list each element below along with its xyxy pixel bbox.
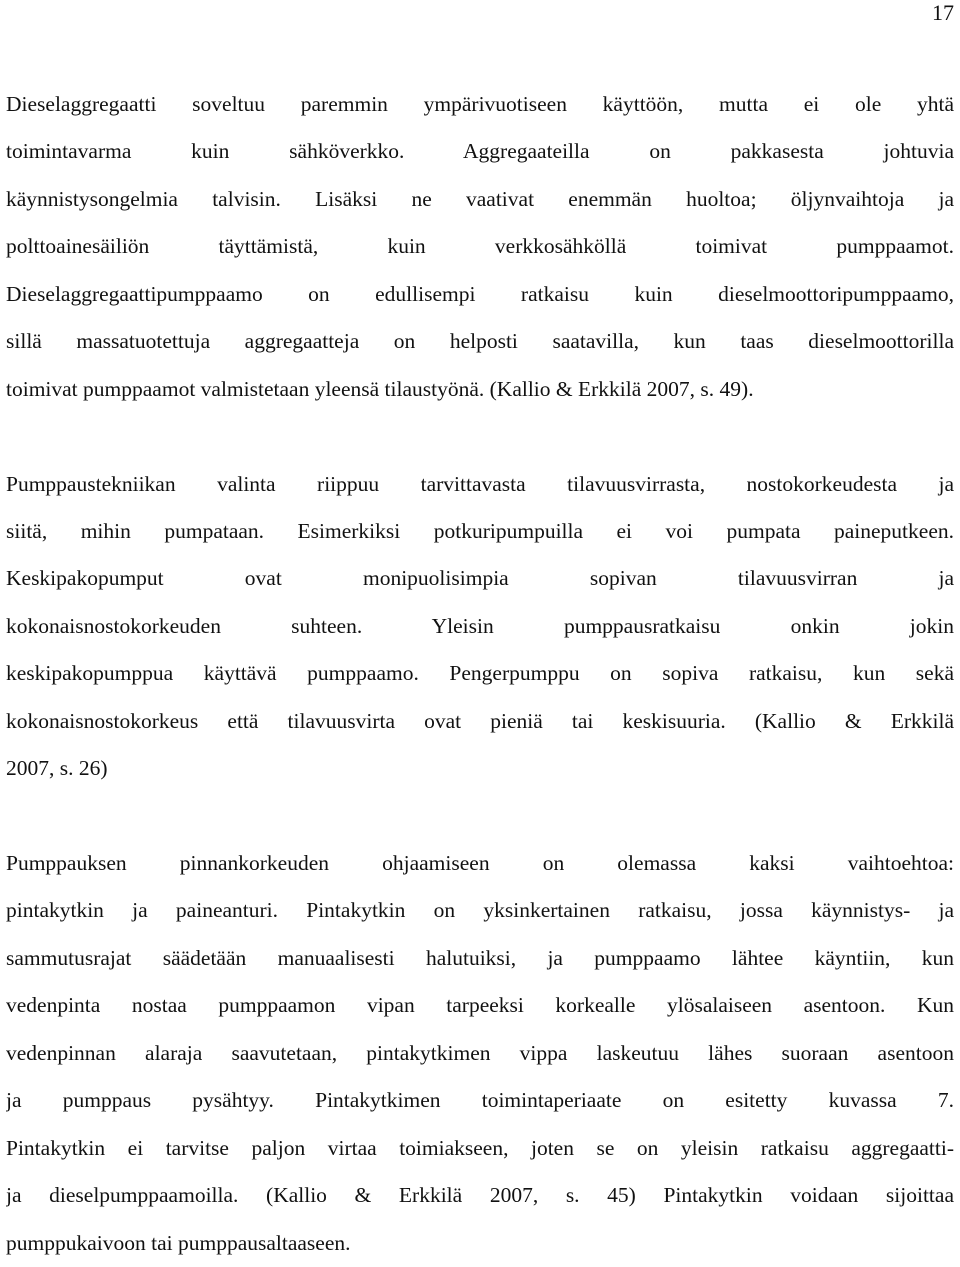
paragraph-spacer [6,793,954,840]
text-line: ja pumppaus pysähtyy. Pintakytkimen toimintaperiaate on esitetty kuvassa 7. [6,1088,954,1113]
paragraph-spacer [6,413,954,460]
text-line: käynnistysongelmia talvisin. Lisäksi ne vaativat enemmän huoltoa; öljynvaihtoja ja [6,186,954,211]
text-line: Keskipakopumput ovat monipuolisimpia sopivan tilavuusvirran ja [6,566,954,591]
text-line: toimintavarma kuin sähköverkko. Aggregaateilla on pakkasesta johtuvia [6,139,954,164]
text-line: kokonaisnostokorkeuden suhteen. Yleisin pumppausratkaisu onkin jokin [6,613,954,638]
text-line: 2007, s. 26) [6,756,108,781]
page-number: 17 [932,0,954,25]
text-line: siitä, mihin pumpataan. Esimerkiksi potkuripumpuilla ei voi pumpata paineputkeen. [6,518,954,543]
document-body [6,81,954,1267]
text-line: sillä massatuotettuja aggregaatteja on helposti saatavilla, kun taas dieselmoottorilla [6,329,954,354]
text-line: polttoainesäiliön täyttämistä, kuin verkkosähköllä toimivat pumppaamot. [6,234,954,259]
text-line: vedenpinnan alaraja saavutetaan, pintakytkimen vippa laskeutuu lähes suoraan asentoon [6,1040,954,1065]
paragraph [6,840,954,1267]
text-line: pintakytkin ja paineanturi. Pintakytkin on yksinkertainen ratkaisu, jossa käynnistys- ja [6,898,954,923]
text-line: Dieselaggregaatti soveltuu paremmin ympärivuotiseen käyttöön, mutta ei ole yhtä [6,92,954,116]
paragraph [6,81,954,413]
text-line: ja dieselpumppaamoilla. (Kallio & Erkkilä 2007, s. 45) Pintakytkin voidaan sijoittaa [6,1183,954,1208]
paragraph [6,461,954,793]
text-line: Pumppauksen pinnankorkeuden ohjaamiseen on olemassa kaksi vaihtoehtoa: [6,851,954,875]
text-line: Pintakytkin ei tarvitse paljon virtaa toimiakseen, joten se on yleisin ratkaisu aggregaatti- [6,1135,954,1160]
text-line: Pumppaustekniikan valinta riippuu tarvittavasta tilavuusvirrasta, nostokorkeudesta ja [6,471,954,496]
text-line: sammutusrajat säädetään manuaalisesti halutuiksi, ja pumppaamo lähtee käyntiin, kun [6,945,954,970]
text-line: keskipakopumppua käyttävä pumppaamo. Pengerpumppu on sopiva ratkaisu, kun sekä [6,661,954,686]
text-line: vedenpinta nostaa pumppaamon vipan tarpeeksi korkealle ylösalaiseen asentoon. Kun [6,993,954,1018]
text-line: Dieselaggregaattipumppaamo on edullisempi ratkaisu kuin dieselmoottoripumppaamo, [6,281,954,306]
text-line: kokonaisnostokorkeus että tilavuusvirta ovat pieniä tai keskisuuria. (Kallio & Erkkilä [6,708,954,733]
text-line: toimivat pumppaamot valmistetaan yleensä tilaustyönä. (Kallio & Erkkilä 2007, s. 49). [6,376,754,401]
text-line: pumppukaivoon tai pumppausaltaaseen. [6,1230,351,1255]
